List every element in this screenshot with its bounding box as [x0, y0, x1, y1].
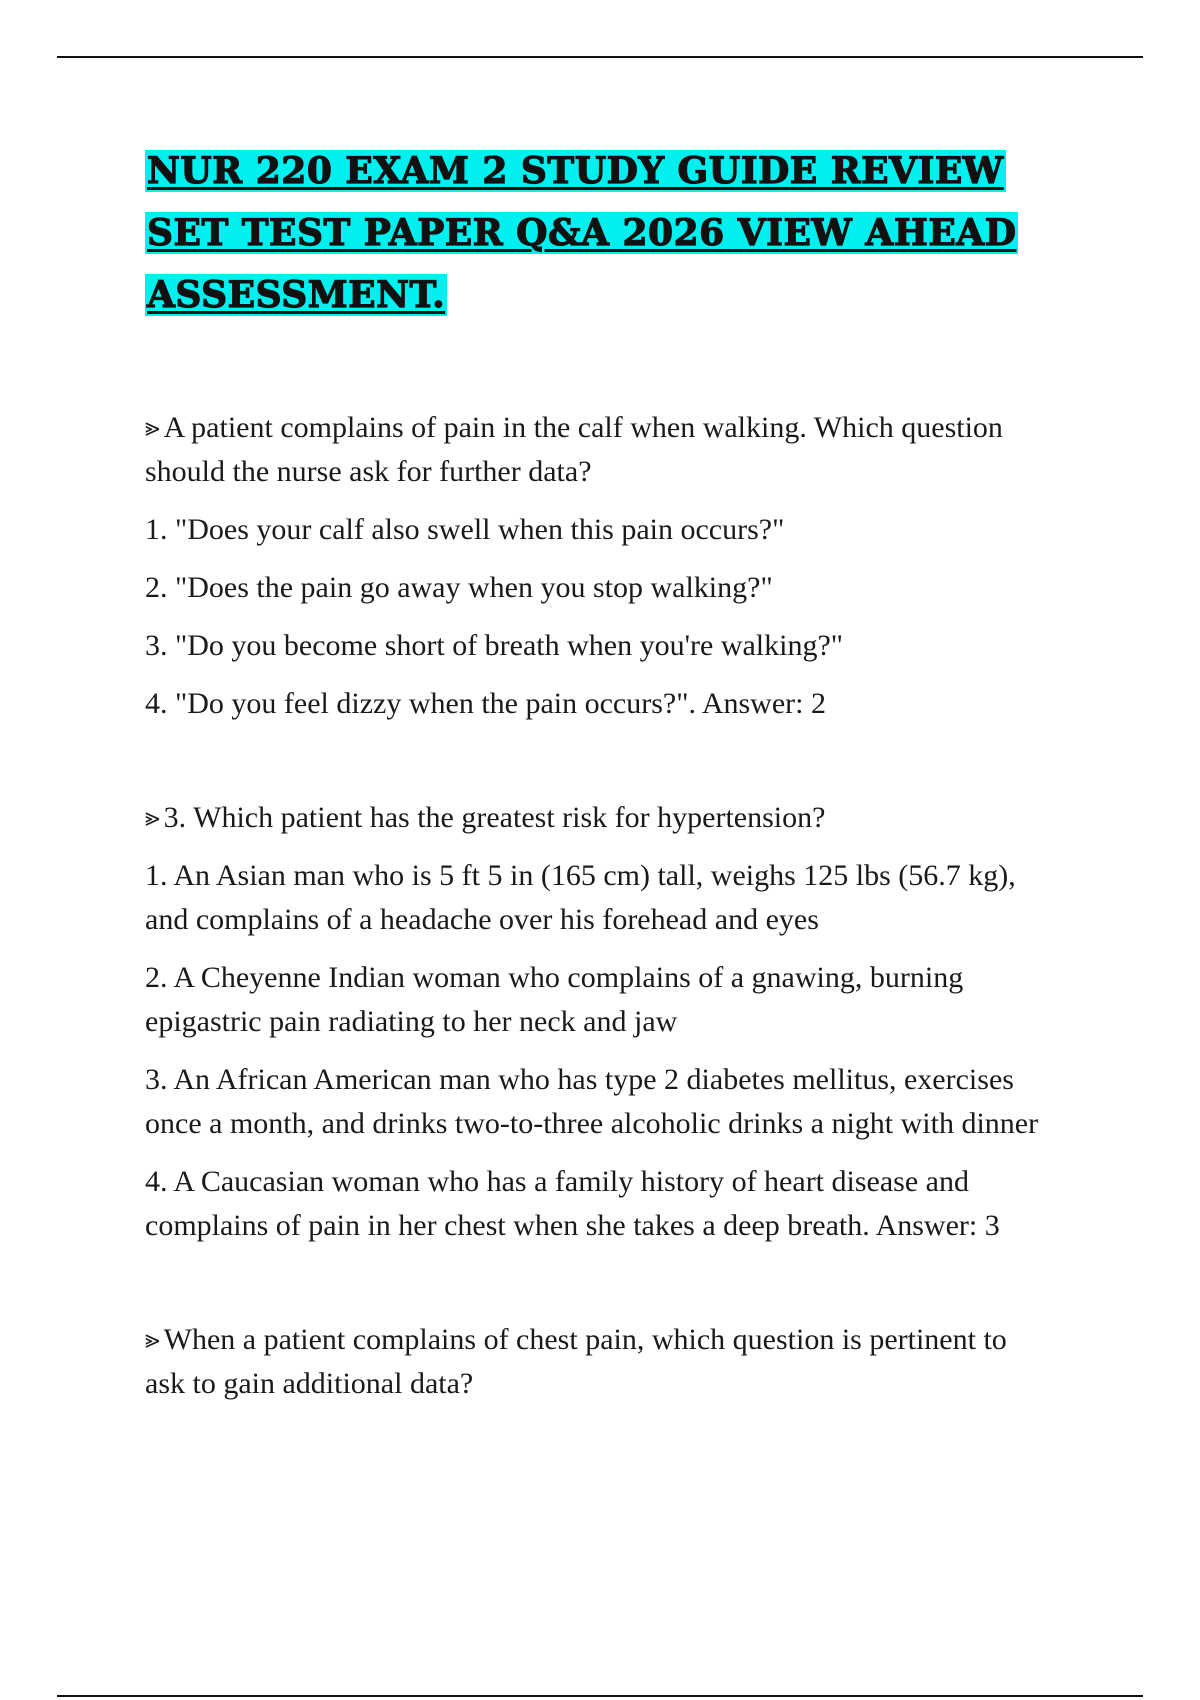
bottom-divider: [57, 1695, 1143, 1697]
question-stem-text: When a patient complains of chest pain, which question is pertinent to ask to gain additional data?: [145, 1323, 1007, 1400]
answer-option: 4. A Caucasian woman who has a family history of heart disease and complains of pain in her chest when she takes a deep breath. Answer: 3: [145, 1165, 1000, 1242]
question-stem: [145, 796, 1045, 840]
arrow-bullet-icon: ⪢: [145, 413, 160, 443]
document-page: [145, 140, 1045, 1420]
question-block: [145, 406, 1045, 726]
question-block: [145, 1318, 1045, 1406]
question-stem: [145, 1318, 1045, 1406]
arrow-bullet-icon: ⪢: [145, 803, 160, 833]
arrow-bullet-icon: ⪢: [145, 1325, 160, 1355]
question-stem: [145, 406, 1045, 494]
answer-option: 1. An Asian man who is 5 ft 5 in (165 cm) tall, weighs 125 lbs (56.7 kg), and complains of a headache over his forehead and eyes: [145, 859, 1016, 936]
answer-option: 4. "Do you feel dizzy when the pain occurs?". Answer: 2: [145, 687, 826, 720]
document-title: [145, 140, 1045, 326]
title-highlight: NUR 220 EXAM 2 STUDY GUIDE REVIEW SET TEST PAPER Q&A 2026 VIEW AHEAD ASSESSMENT.: [147, 150, 1017, 316]
answer-option: 3. "Do you become short of breath when you're walking?": [145, 629, 844, 662]
answer-option: 2. "Does the pain go away when you stop walking?": [145, 571, 773, 604]
answer-option: 3. An African American man who has type 2 diabetes mellitus, exercises once a month, and drinks two-to-three alcoholic drinks a night with dinner: [145, 1063, 1039, 1140]
answer-option: 2. A Cheyenne Indian woman who complains of a gnawing, burning epigastric pain radiating to her neck and jaw: [145, 961, 964, 1038]
question-stem-text: A patient complains of pain in the calf when walking. Which question should the nurse ask for further data?: [145, 411, 1003, 488]
question-stem-text: 3. Which patient has the greatest risk for hypertension?: [163, 801, 826, 834]
top-divider: [57, 56, 1143, 58]
question-block: [145, 796, 1045, 1248]
answer-option: 1. "Does your calf also swell when this pain occurs?": [145, 513, 785, 546]
